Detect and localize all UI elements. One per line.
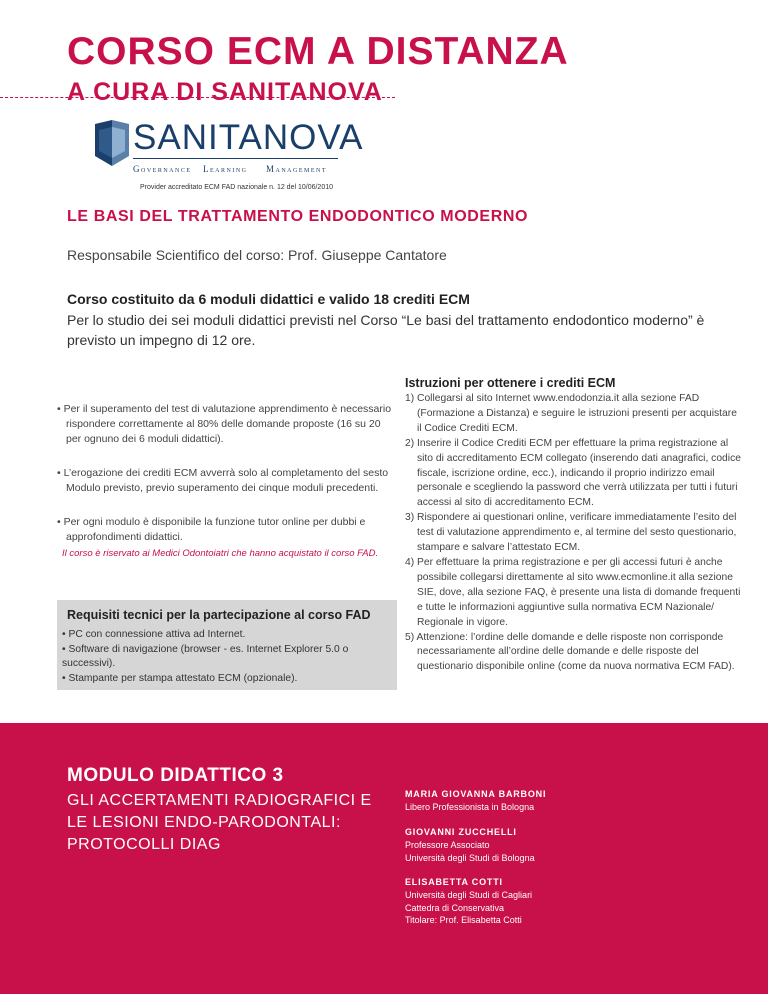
logo-tagline-governance: Governance	[133, 164, 192, 174]
author-name: GIOVANNI ZUCCHELLI	[405, 827, 517, 837]
author-affiliation: Università degli Studi di Cagliari	[405, 890, 533, 900]
page-title: CORSO ECM A DISTANZA	[67, 30, 569, 73]
course-title: LE BASI DEL TRATTAMENTO ENDODONTICO MODERNO	[67, 208, 529, 225]
list-item: 3) Rispondere ai questionari online, verificare immediatamente l’esito del test di valutazione apprendimento e, al termine del sesto questionario, stampare e salvare l’attestato ECM.	[405, 512, 737, 554]
requirements-heading: Requisiti tecnici per la partecipazione al corso FAD	[67, 608, 371, 622]
author-affiliation: Libero Professionista in Bologna	[405, 802, 535, 812]
shield-logo-icon	[95, 120, 129, 166]
author-affiliation: Professore Associato	[405, 840, 490, 850]
list-item-text: Stampante per stampa attestato ECM (opzionale).	[68, 672, 298, 684]
list-item: 2) Inserire il Codice Crediti ECM per effettuare la prima registrazione al sito di accreditamento ECM collegato (inserendo dati anagrafici, codice fiscale, iscrizione ordine, ecc.), indicando il proprio indirizzo email personale e scegliendo la password che verrà utilizzata per tutti i futuri accessi al sito di accreditamento ECM.	[405, 437, 741, 509]
author-block	[405, 876, 705, 927]
module-heading: MODULO DIDATTICO 3	[67, 765, 284, 786]
author-name: ELISABETTA COTTI	[405, 877, 503, 887]
modules-summary: Corso costituito da 6 moduli didattici e valido 18 crediti ECM	[67, 291, 470, 307]
author-name: MARIA GIOVANNA BARBONI	[405, 789, 547, 799]
list-item-text: PC con connessione attiva ad Internet.	[68, 629, 246, 640]
list-item-text: Per il superamento del test di valutazione apprendimento è necessario rispondere correttamente al 80% delle domande proposte (16 su 20 per ognuno dei 6 moduli didattici).	[63, 403, 392, 445]
list-item: 5) Attenzione: l’ordine delle domande e delle risposte non corrisponde necessariamente all’ordine delle domande e delle risposte del questionario disponibile online (come da nuova normativa ECM FAD).	[405, 631, 735, 673]
author-affiliation: Università degli Studi di Bologna	[405, 852, 535, 863]
scientific-responsible: Responsabile Scientifico del corso: Prof. Giuseppe Cantatore	[67, 247, 447, 263]
list-item: 4) Per effettuare la prima registrazione e per gli accessi futuri è anche possibile collegarsi direttamente al sito www.ecmonline.it alla sezione SIE, dove, alla sezione FAQ, è presente una lista di domande frequenti e tutte le informazioni aggiuntive sulla normativa ECM Nazionale/ Regionale in vigore.	[405, 556, 741, 628]
logo-rule	[133, 158, 338, 159]
list-item: • Stampante per stampa attestato ECM (opzionale).	[62, 672, 298, 684]
module-subtitle: GLI ACCERTAMENTI RADIOGRAFICI E LE LESIONI ENDO-PARODONTALI: PROTOCOLLI DIAG	[67, 792, 372, 853]
instructions-list	[405, 392, 743, 675]
list-item-text: L’erogazione dei crediti ECM avverrà solo al completamento del sesto Modulo previsto, previo superamento dei cinque moduli precedenti.	[63, 467, 389, 494]
list-item: • Per ogni modulo è disponibile la funzione tutor online per dubbi e approfondimenti didattici.	[57, 516, 366, 543]
list-item-text: Per ogni modulo è disponibile la funzione tutor online per dubbi e approfondimenti didattici.	[63, 516, 366, 543]
author-affiliation: Titolare: Prof. Elisabetta Cotti	[405, 915, 522, 925]
list-item: • L’erogazione dei crediti ECM avverrà solo al completamento del sesto Modulo previsto, previo superamento dei cinque moduli precedenti.	[57, 467, 389, 494]
logo-tagline-learning: Learning	[203, 164, 248, 174]
provider-note: Provider accreditato ECM FAD nazionale n. 12 del 10/06/2010	[140, 184, 334, 191]
instructions-heading: Istruzioni per ottenere i crediti ECM	[405, 376, 616, 390]
author-affiliation: Cattedra di Conservativa	[405, 902, 505, 913]
reserved-note: Il corso è riservato ai Medici Odontoiatri che hanno acquistato il corso FAD.	[62, 548, 379, 559]
logo-tagline-management: Management	[266, 164, 327, 174]
author-block	[405, 788, 705, 814]
list-item: • PC con connessione attiva ad Internet.	[62, 629, 246, 640]
modules-description: Per lo studio dei sei moduli didattici previsti nel Corso “Le basi del trattamento endodontico moderno” è previsto un impegno di 12 ore.	[67, 312, 705, 348]
list-item-text: Software di navigazione (browser - es. Internet Explorer 5.0 o successivi).	[62, 643, 349, 669]
list-item: • Per il superamento del test di valutazione apprendimento è necessario rispondere correttamente al 80% delle domande proposte (16 su 20 per ognuno dei 6 moduli didattici).	[57, 403, 392, 445]
list-item: • Software di navigazione (browser - es. Internet Explorer 5.0 o successivi).	[62, 643, 349, 669]
requirements-list	[62, 628, 397, 686]
page-subtitle: A CURA DI SANITANOVA	[67, 78, 383, 106]
dashed-divider	[0, 97, 395, 98]
list-item: 1) Collegarsi al sito Internet www.endodonzia.it alla sezione FAD (Formazione a Distanza) e seguire le istruzioni presenti per acquistare il Codice Crediti ECM.	[405, 393, 737, 434]
logo-wordmark: SANITANOVA	[133, 118, 364, 157]
author-block	[405, 826, 705, 864]
rules-list	[57, 402, 393, 564]
